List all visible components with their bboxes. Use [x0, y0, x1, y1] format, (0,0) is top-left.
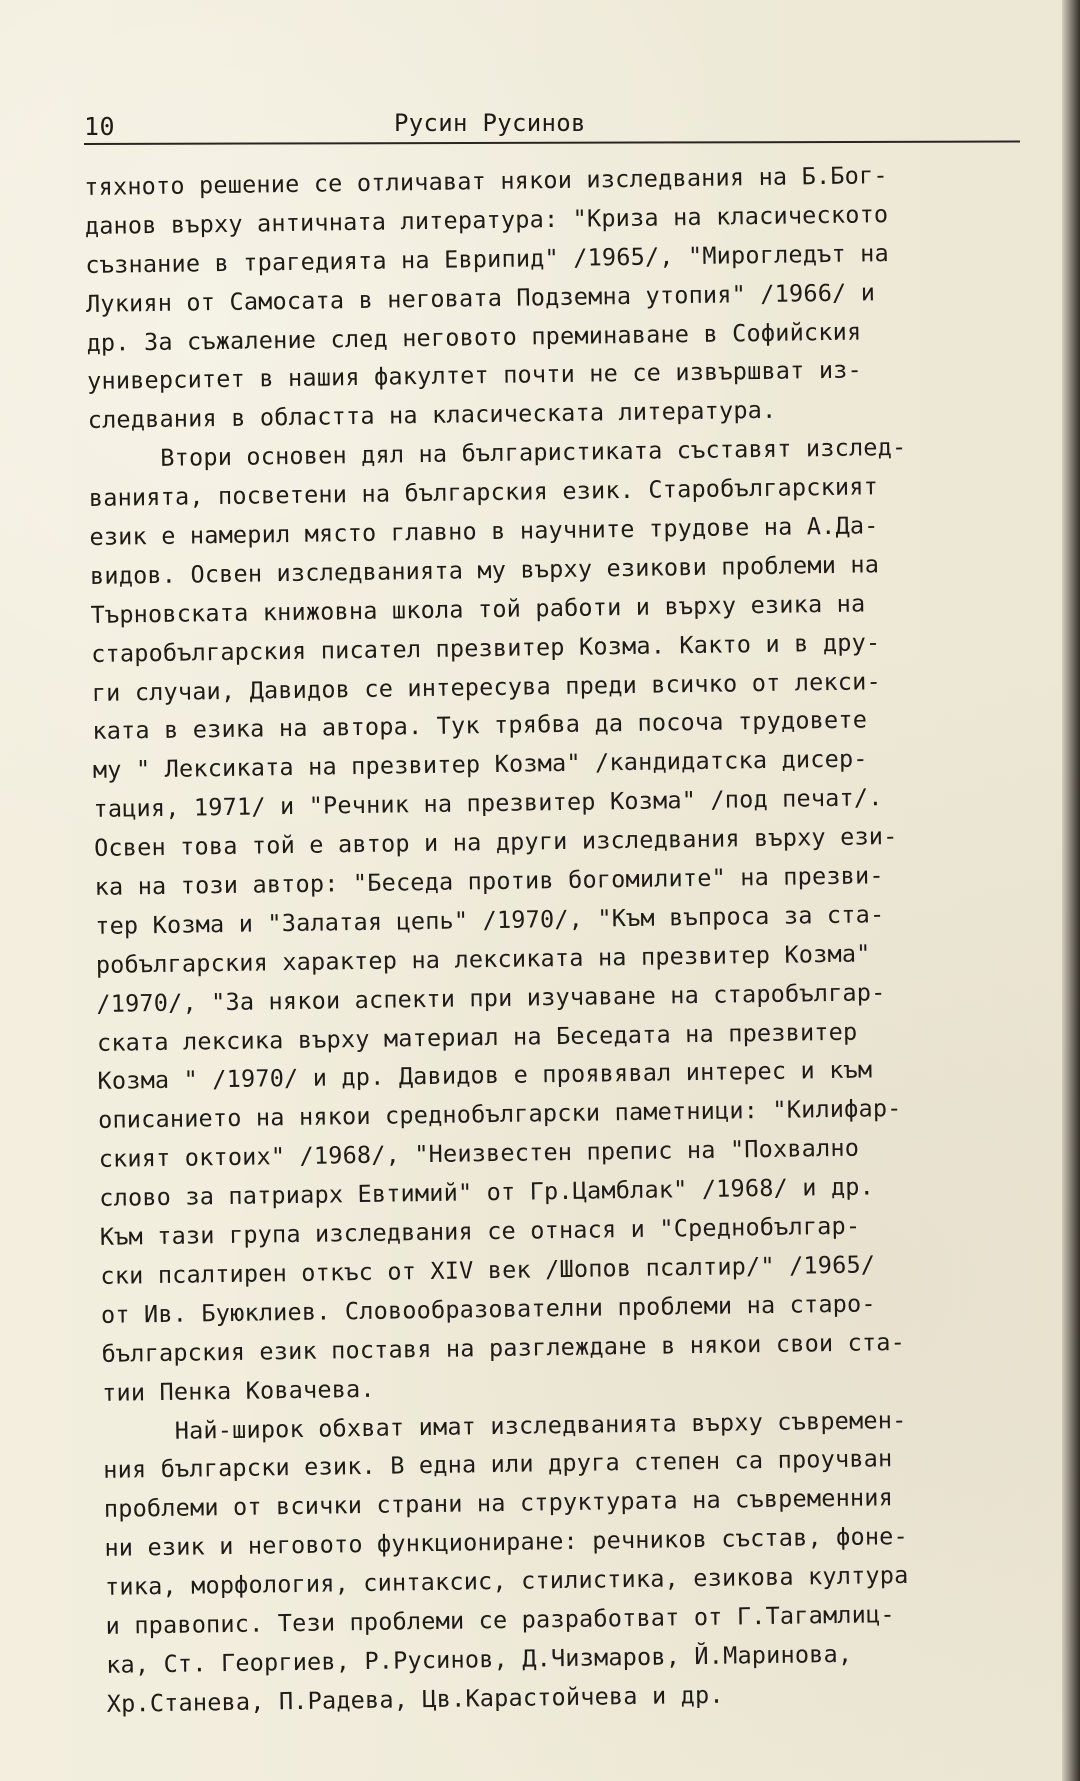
- text-line: Лукиян от Самосата в неговата Подземна утопия" /1966/ и: [85, 277, 876, 318]
- text-line: университет в нашия факултет почти не се извършват из-: [86, 355, 863, 396]
- text-line: данов върху античната литература: "Криза на класическото: [84, 199, 889, 240]
- text-line: Към тази група изследвания се отнася и "Среднобългар-: [99, 1211, 861, 1251]
- page-header: [84, 109, 1024, 154]
- text-line: език е намерил място главно в научните трудове на А.Да-: [89, 511, 879, 551]
- text-line: Търновската книжовна школа той работи и върху езика на: [90, 589, 866, 629]
- header-rule: [84, 141, 1020, 145]
- text-line: тии Пенка Ковачева.: [101, 1374, 375, 1407]
- text-line: ванията, посветени на българския език. Старобългарският: [88, 472, 879, 513]
- text-line: /1970/, "За някои аспекти при изучаване на старобългар-: [96, 977, 886, 1018]
- text-line: Освен това той е автор и на други изследвания върху ези-: [93, 822, 898, 863]
- text-line: българския език поставя на разглеждане в някои свои ста-: [101, 1327, 906, 1368]
- running-title: Русин Русинов: [394, 109, 586, 137]
- page-number: 10: [84, 112, 116, 141]
- text-line: Втори основен дял на българистиката съставят изслед-: [160, 433, 907, 473]
- text-line: съзнание в трагедията на Еврипид" /1965/, "Мирогледът на: [85, 238, 890, 279]
- text-line: и правопис. Тези проблеми се разработват от Г.Тагамлиц-: [105, 1600, 895, 1640]
- text-line: ка, Ст. Георгиев, Р.Русинов, Д.Чизмаров, Й.Маринова,: [105, 1639, 853, 1679]
- text-line: робългарския характер на лексиката на презвитер Козма": [95, 939, 871, 979]
- scan-edge-shadow: [1062, 0, 1080, 1781]
- body-text: [84, 154, 1067, 1724]
- text-line: от Ив. Буюклиев. Словообразователни проблеми на старо-: [100, 1289, 876, 1329]
- text-line: старобългарския писател презвитер Козма. Както и в дру-: [90, 627, 881, 668]
- text-line: ка на този автор: "Беседа против богомилите" на презви-: [94, 861, 884, 901]
- text-line: ни език и неговото функциониране: речников състав, фоне-: [104, 1522, 909, 1563]
- text-line: ски псалтирен откъс от XIV век /Шопов псалтир/" /1965/: [100, 1250, 876, 1290]
- text-line: Козма " /1970/ и др. Давидов е проявявал интерес и към: [97, 1055, 873, 1096]
- text-line: др. За съжаление след неговото преминаване в Софийския: [86, 317, 862, 357]
- text-line: описанието на някои среднобългарски паметници: "Килифар-: [97, 1094, 902, 1135]
- text-line: следвания в областта на класическата литература.: [87, 396, 777, 435]
- text-line: ската лексика върху материал на Беседата на презвитер: [96, 1017, 858, 1057]
- text-line: тер Козма и "Залатая цепь" /1970/, "Към въпроса за ста-: [95, 900, 885, 940]
- text-line: слово за патриарх Евтимий" от Гр.Цамблак" /1968/ и др.: [99, 1172, 875, 1213]
- text-line: тяхното решение се отличават някои изследвания на Б.Бог-: [84, 161, 888, 201]
- text-line: му " Лексиката на презвитер Козма" /кандидатска дисер-: [92, 744, 868, 785]
- text-line: Хр.Станева, П.Радева, Цв.Карастойчева и др.: [106, 1680, 724, 1718]
- text-line: проблеми от всички страни на структурата на съвременния: [103, 1483, 894, 1524]
- text-line: тация, 1971/ и "Речник на презвитер Козма" /под печат/.: [93, 783, 883, 824]
- text-line: ският октоих" /1968/, "Неизвестен препис на "Похвално: [98, 1133, 860, 1174]
- text-line: ги случаи, Давидов се интересува преди всичко от лекси-: [91, 666, 882, 707]
- text-line: тика, морфология, синтаксис, стилистика, езикова култура: [104, 1560, 909, 1601]
- text-line: Най-широк обхват имат изследванията върху съвремен-: [174, 1405, 907, 1445]
- text-line: ния български език. В една или друга степен са проучван: [103, 1444, 893, 1485]
- text-line: ката в езика на автора. Тук трябва да посоча трудовете: [92, 705, 868, 746]
- text-line: видов. Освен изследванията му върху езикови проблеми на: [89, 550, 880, 590]
